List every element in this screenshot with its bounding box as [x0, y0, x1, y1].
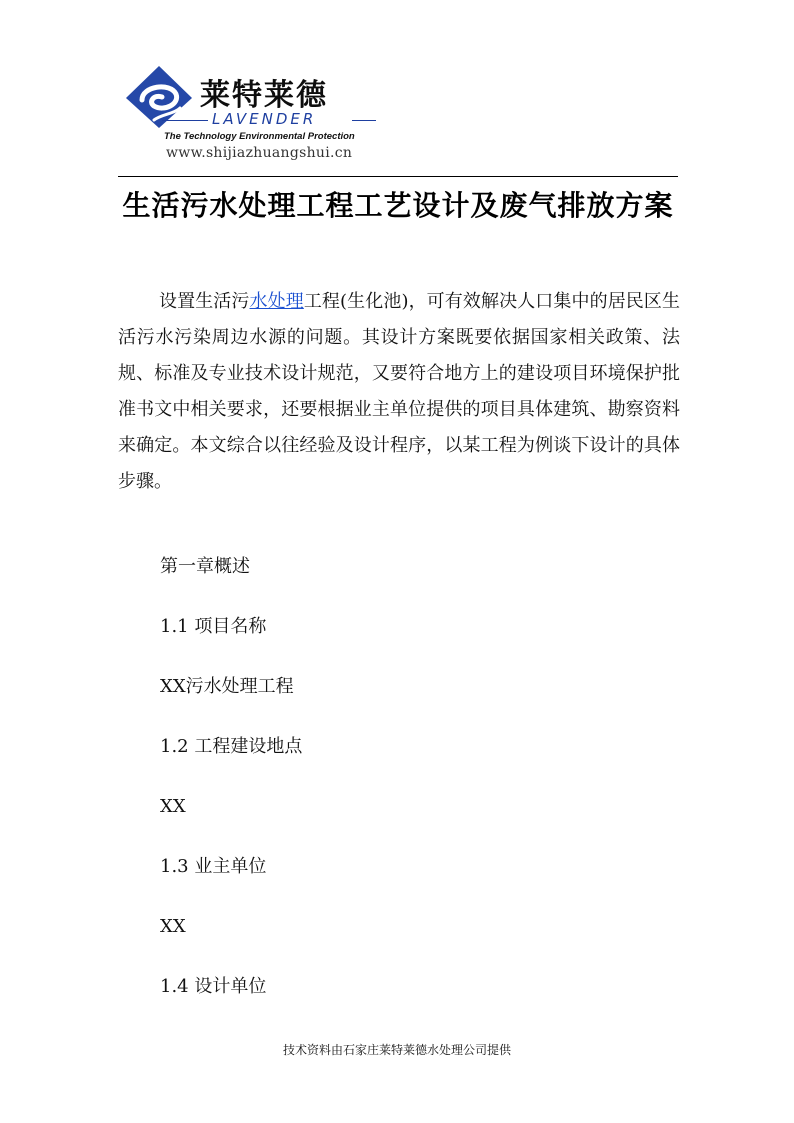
section-heading-1-2: 1.2 工程建设地点: [160, 736, 303, 757]
brand-rule-right: [352, 120, 376, 121]
header-divider: [118, 176, 678, 177]
section-heading-1-4: 1.4 设计单位: [160, 976, 267, 997]
brand-tagline: The Technology Environmental Protection: [164, 131, 355, 142]
water-treatment-link[interactable]: 水处理: [249, 291, 304, 312]
brand-name-en-row: [162, 112, 372, 128]
intro-text-start: 设置生活污: [159, 291, 250, 312]
page-footer: 技术资料由石家庄莱特莱德水处理公司提供: [282, 1043, 511, 1057]
website-url: www.shijiazhuangshui.cn: [166, 145, 353, 161]
chapter-heading: 第一章概述: [160, 556, 250, 577]
document-title: 生活污水处理工程工艺设计及废气排放方案: [122, 189, 674, 222]
brand-name-cn: 莱特莱德: [200, 78, 328, 113]
owner-value: XX: [160, 916, 186, 937]
section-heading-1-3: 1.3 业主单位: [160, 856, 267, 877]
intro-text-rest: 工程(生化池)，可有效解决人口集中的居民区生活污水污染周边水源的问题。其设计方案既要依据国家相关政策、法规、标准及专业技术设计规范，又要符合地方上的建设项目环境保护批准书文中相关要求，还要根据业主单位提供的项目具体建筑、勘察资料来确定。本文综合以往经验及设计程序，以某工程为例谈下设计的具体步骤。: [118, 291, 681, 492]
brand-name-en: LAVENDER: [212, 110, 317, 128]
letterhead: [118, 60, 678, 178]
location-value: XX: [160, 796, 186, 817]
section-heading-1-1: 1.1 项目名称: [160, 616, 267, 637]
project-name-value: XX污水处理工程: [160, 676, 294, 697]
intro-paragraph: [118, 284, 680, 500]
brand-rule-left: [162, 120, 208, 121]
